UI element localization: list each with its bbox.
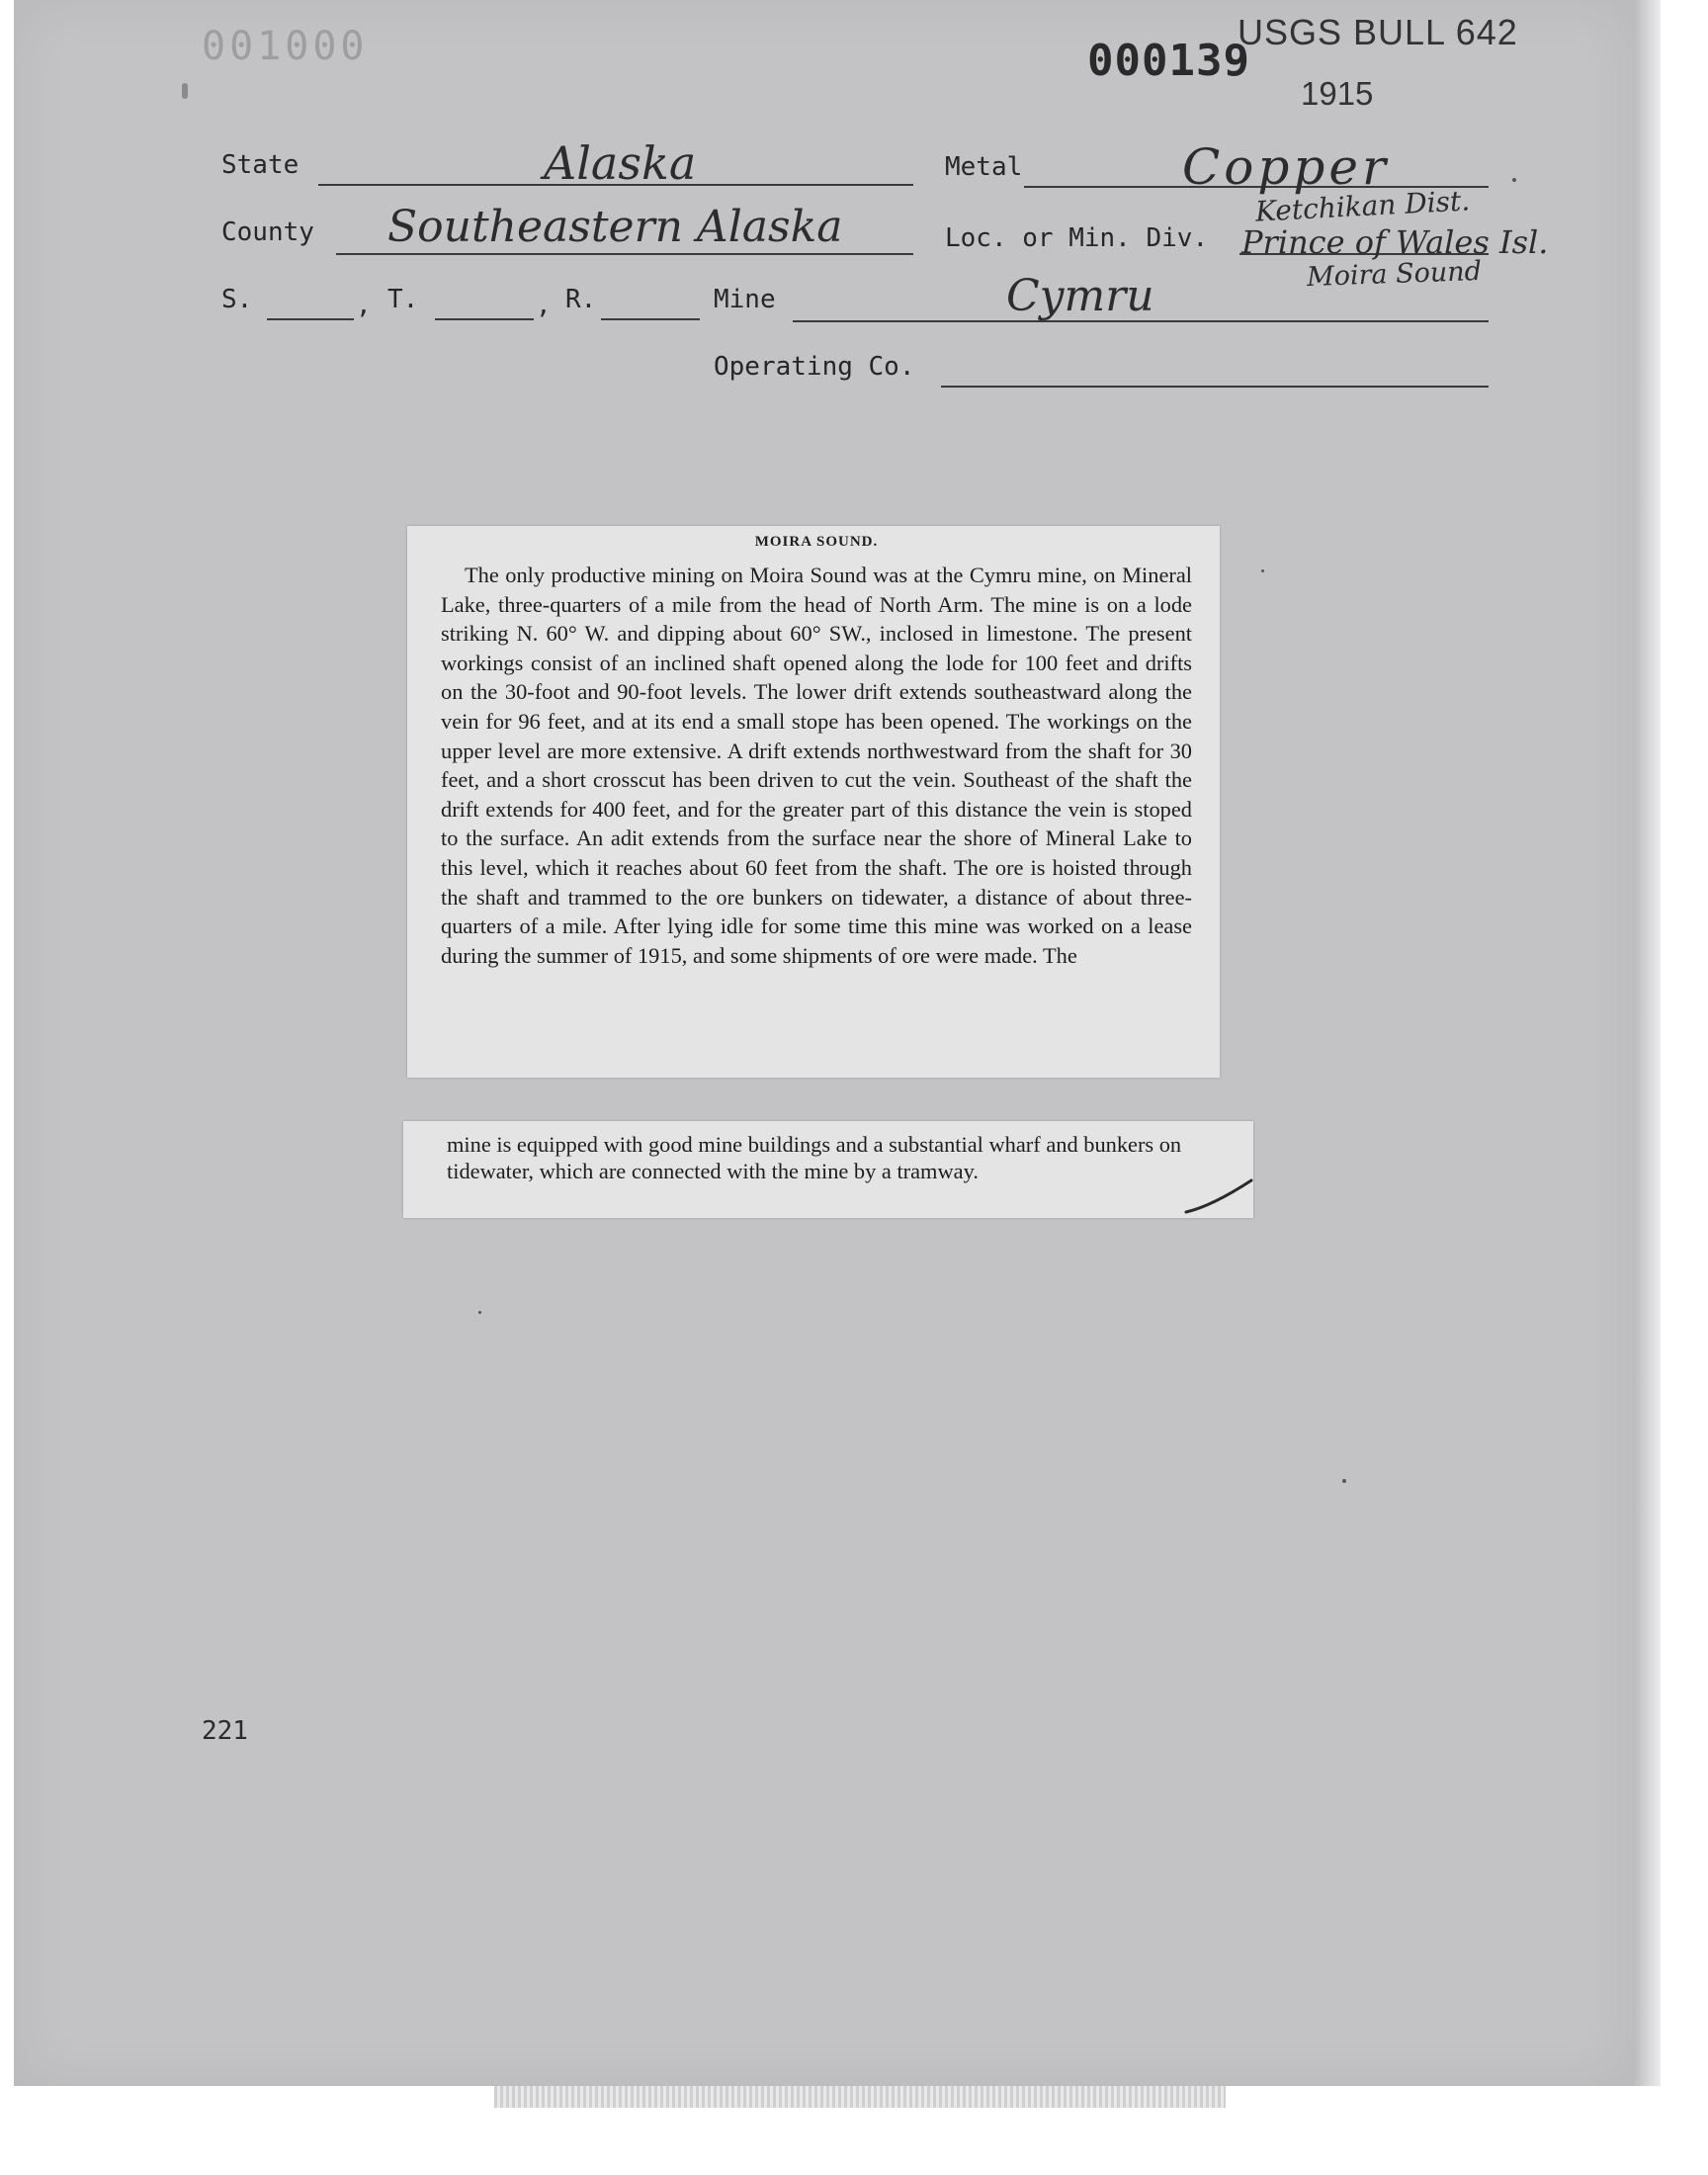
clipping-title: MOIRA SOUND. — [754, 534, 879, 550]
state-value: Alaska — [544, 136, 697, 190]
loc-district: Ketchikan Dist. — [1254, 184, 1471, 228]
stamp-number: 000139 — [1087, 36, 1250, 86]
section-label: S. — [221, 285, 253, 314]
loc-sound: Moira Sound — [1306, 255, 1483, 294]
metal-value: Copper — [1182, 138, 1390, 196]
scan-edge-strip — [494, 2086, 1226, 2108]
county-label: County — [221, 218, 314, 247]
ink-mark — [182, 83, 188, 99]
county-value: Southeastern Alaska — [387, 202, 843, 252]
mine-label: Mine — [714, 285, 776, 314]
range-line — [601, 318, 700, 320]
continuation-paragraph: mine is equipped with good mine buildings and a substantial wharf and bunkers on tidewater, which are connected with the mine by a tramway. — [447, 1132, 1182, 1183]
township-line — [435, 318, 534, 320]
clipping-paragraph: The only productive mining on Moira Sound was at the Cymru mine, on Mineral Lake, three-quarters of a mile from the head of North Arm. The mine is on a lode striking N. 60° W. and dipping about 60° SW., inclosed in limestone. The present workings consist of an inclined shaft opened along the lode for 100 feet and drifts on the 30-foot and 90-foot levels. The lower drift extends southeastward along the vein for 96 feet, and at its end a small stope has been opened. The workings on the upper level are more extensive. A drift extends northwestward from the shaft for 30 feet, and a short crosscut has been driven to cut the vein. Southeast of the shaft the drift extends for 400 feet, and for the greater part of this distance the vein is stoped to the surface. An adit extends from the surface near the shore of Mineral Lake to this level, which it reaches about 60 feet from the shaft. The ore is hoisted through the shaft and trammed to the ore bunkers on tidewater, a distance of about three-quarters of a mile. After lying idle for some time this mine was worked on a lease during the summer of 1915, and some shipments of ore were made. The — [441, 563, 1192, 968]
operating-company-line — [941, 386, 1489, 388]
publication-reference: USGS BULL 642 — [1238, 12, 1518, 52]
check-mark — [1182, 1173, 1257, 1220]
text-clipping — [407, 526, 1220, 1078]
section-line — [267, 318, 354, 320]
ink-speck — [1261, 569, 1264, 572]
sheet-edge-shadow — [1635, 0, 1661, 2086]
separator-comma: , — [536, 291, 552, 320]
state-label: State — [221, 150, 299, 180]
page-number: 221 — [202, 1716, 248, 1746]
metal-label: Metal — [945, 152, 1023, 182]
ink-speck — [478, 1311, 481, 1314]
continuation-clipping — [403, 1121, 1253, 1218]
ink-speck — [1512, 178, 1516, 182]
county-line — [336, 253, 913, 255]
faded-stamp-number: 001000 — [202, 24, 369, 69]
publication-year: 1915 — [1301, 75, 1374, 112]
mine-value: Cymru — [1006, 271, 1154, 321]
loc-label: Loc. or Min. Div. — [945, 223, 1209, 253]
ink-speck — [1342, 1479, 1346, 1483]
operating-company-label: Operating Co. — [714, 352, 915, 382]
loc-island: Prince of Wales Isl. — [1241, 223, 1549, 261]
range-label: R. — [565, 285, 597, 314]
separator-comma: , — [356, 291, 372, 320]
township-label: T. — [387, 285, 419, 314]
